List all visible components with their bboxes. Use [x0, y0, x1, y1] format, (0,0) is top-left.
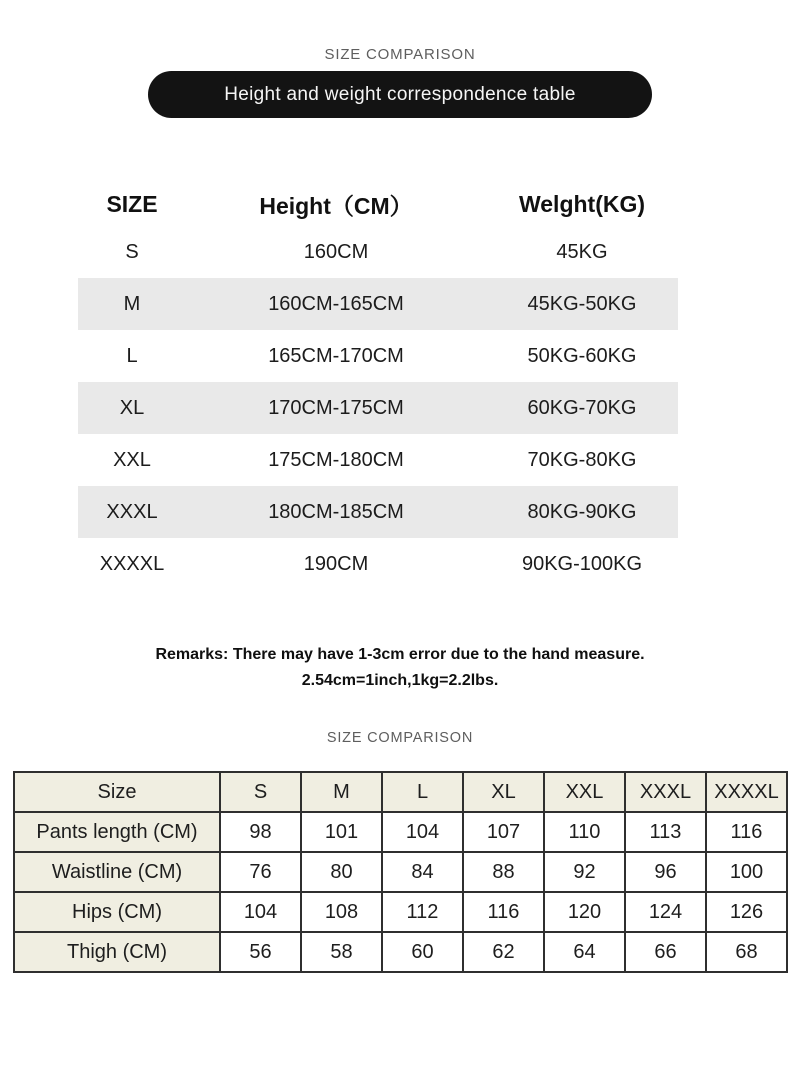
- table-row-thigh: [14, 932, 787, 972]
- row-label: Hips (CM): [14, 892, 220, 932]
- value-cell: 120: [544, 892, 625, 932]
- value-cell: 110: [544, 812, 625, 852]
- value-cell: 58: [301, 932, 382, 972]
- column-header-xxxl: XXXL: [625, 772, 706, 812]
- value-cell: 101: [301, 812, 382, 852]
- size-cell: XL: [119, 396, 145, 419]
- column-header-weight: Welght(KG): [518, 190, 646, 217]
- value-cell: 112: [382, 892, 463, 932]
- value-cell: 116: [463, 892, 544, 932]
- value-cell: 64: [544, 932, 625, 972]
- value-cell: 108: [301, 892, 382, 932]
- height-cell: 190CM: [303, 552, 369, 575]
- table-row-xxxxl: [78, 538, 678, 590]
- remarks: [0, 642, 800, 694]
- value-cell: 84: [382, 852, 463, 892]
- column-header-l: L: [382, 772, 463, 812]
- size-cell: XXL: [113, 448, 151, 471]
- value-cell: 88: [463, 852, 544, 892]
- column-header-size: SIZE: [106, 190, 158, 217]
- column-header-m: M: [301, 772, 382, 812]
- value-cell: 66: [625, 932, 706, 972]
- size-cell: XXXXL: [99, 552, 165, 575]
- value-cell: 80: [301, 852, 382, 892]
- table-row-waistline: [14, 852, 787, 892]
- height-weight-header-row: [78, 182, 678, 226]
- size-cell: L: [126, 344, 138, 367]
- height-cell: 165CM-170CM: [268, 344, 404, 367]
- measurements-header-row: [14, 772, 787, 812]
- value-cell: 104: [382, 812, 463, 852]
- height-weight-table: [78, 182, 678, 590]
- table-row-xxxl: [78, 486, 678, 538]
- column-header-s: S: [220, 772, 301, 812]
- weight-cell: 50KG-60KG: [527, 344, 637, 367]
- value-cell: 60: [382, 932, 463, 972]
- row-label: Pants length (CM): [14, 812, 220, 852]
- value-cell: 100: [706, 852, 787, 892]
- height-cell: 170CM-175CM: [268, 396, 404, 419]
- column-header-xxl: XXL: [544, 772, 625, 812]
- size-chart-page: [0, 46, 800, 973]
- weight-cell: 45KG: [556, 240, 608, 263]
- row-label: Waistline (CM): [14, 852, 220, 892]
- column-header-height: Height（CM）: [259, 192, 413, 219]
- table-row-xxl: [78, 434, 678, 486]
- weight-cell: 60KG-70KG: [527, 396, 637, 419]
- bottom-section-heading: SIZE COMPARISON: [326, 730, 474, 746]
- value-cell: 104: [220, 892, 301, 932]
- row-label: Thigh (CM): [14, 932, 220, 972]
- height-cell: 175CM-180CM: [268, 448, 404, 471]
- height-cell: 160CM-165CM: [268, 292, 404, 315]
- table-row-s: [78, 226, 678, 278]
- remarks-line-2: 2.54cm=1inch,1kg=2.2lbs.: [301, 672, 499, 689]
- table-row-m: [78, 278, 678, 330]
- value-cell: 113: [625, 812, 706, 852]
- column-header-size: Size: [14, 772, 220, 812]
- table-row-pants-length: [14, 812, 787, 852]
- value-cell: 96: [625, 852, 706, 892]
- value-cell: 126: [706, 892, 787, 932]
- banner-pill: [148, 71, 652, 118]
- column-header-xxxxl: XXXXL: [706, 772, 787, 812]
- value-cell: 56: [220, 932, 301, 972]
- weight-cell: 90KG-100KG: [521, 552, 643, 575]
- value-cell: 98: [220, 812, 301, 852]
- value-cell: 92: [544, 852, 625, 892]
- weight-cell: 70KG-80KG: [527, 448, 637, 471]
- weight-cell: 80KG-90KG: [527, 500, 637, 523]
- weight-cell: 45KG-50KG: [527, 292, 637, 315]
- size-cell: M: [123, 292, 141, 315]
- remarks-line-1: Remarks: There may have 1-3cm error due to the hand measure.: [155, 646, 645, 663]
- column-header-xl: XL: [463, 772, 544, 812]
- value-cell: 124: [625, 892, 706, 932]
- table-row-xl: [78, 382, 678, 434]
- value-cell: 76: [220, 852, 301, 892]
- banner-title: Height and weight correspondence table: [224, 83, 576, 105]
- value-cell: 116: [706, 812, 787, 852]
- top-section-heading: SIZE COMPARISON: [324, 46, 476, 63]
- height-cell: 160CM: [303, 240, 369, 263]
- table-row-hips: [14, 892, 787, 932]
- size-cell: XXXL: [106, 500, 158, 523]
- value-cell: 62: [463, 932, 544, 972]
- value-cell: 107: [463, 812, 544, 852]
- height-cell: 180CM-185CM: [268, 500, 404, 523]
- size-cell: S: [125, 240, 139, 263]
- table-row-l: [78, 330, 678, 382]
- measurements-table: [13, 771, 788, 973]
- value-cell: 68: [706, 932, 787, 972]
